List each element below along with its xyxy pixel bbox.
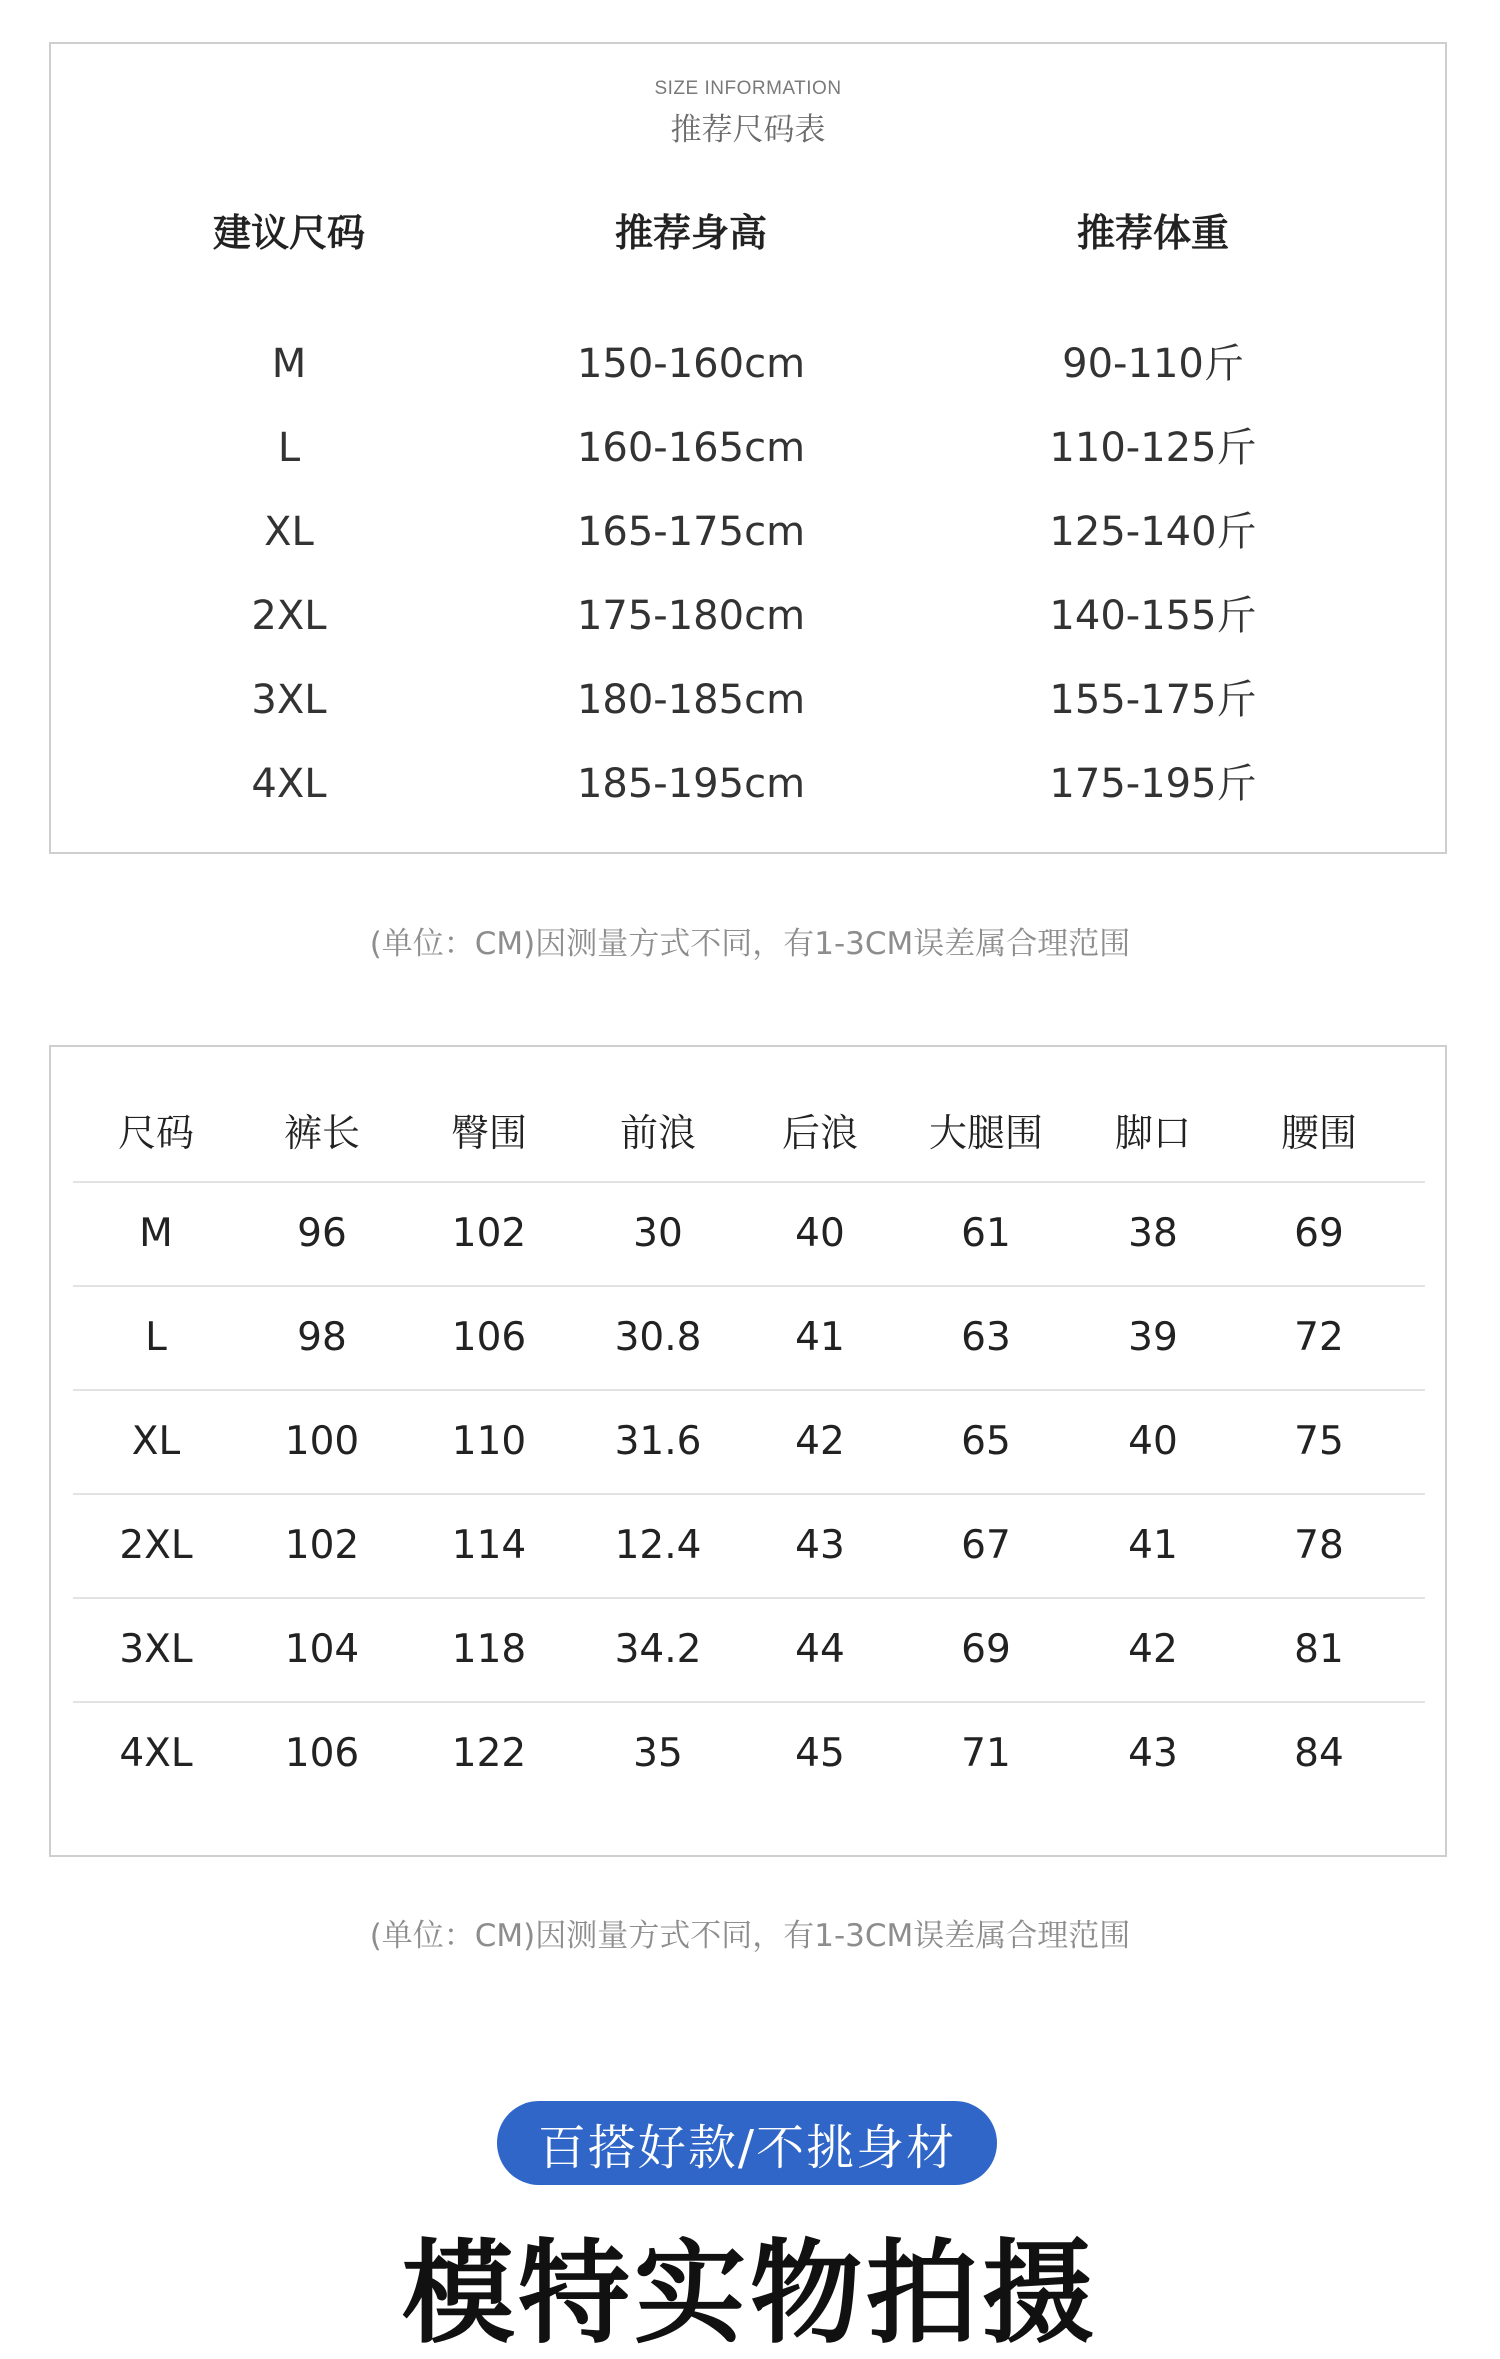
- cell-hip: 110: [451, 1418, 527, 1464]
- cell-pants-length: 96: [297, 1210, 347, 1256]
- height-cell: 165-175cm: [576, 509, 806, 555]
- weight-cell: 175-195斤: [1049, 761, 1257, 807]
- cell-back-rise: 41: [795, 1314, 845, 1360]
- cell-front-rise: 30.8: [614, 1314, 702, 1360]
- header-leg-opening: 脚口: [1114, 1110, 1191, 1155]
- table-row: [73, 1181, 1425, 1283]
- cell-waist: 69: [1294, 1210, 1344, 1256]
- size-info-subtitle-en: SIZE INFORMATION: [654, 78, 842, 99]
- cell-thigh: 69: [961, 1626, 1011, 1672]
- cell-thigh: 61: [961, 1210, 1011, 1256]
- cell-waist: 75: [1294, 1418, 1344, 1464]
- cell-hip: 118: [451, 1626, 527, 1672]
- cell-pants-length: 106: [284, 1730, 360, 1776]
- table-row: [73, 1701, 1425, 1803]
- recommend-row: [51, 670, 1445, 730]
- cell-pants-length: 102: [284, 1522, 360, 1568]
- height-cell: 160-165cm: [576, 425, 806, 471]
- measurement-table: [49, 1045, 1447, 1857]
- table-row: [73, 1285, 1425, 1387]
- cell-size: L: [145, 1314, 167, 1360]
- height-cell: 185-195cm: [576, 761, 806, 807]
- cell-thigh: 65: [961, 1418, 1011, 1464]
- height-cell: 150-160cm: [576, 341, 806, 387]
- weight-cell: 125-140斤: [1049, 509, 1257, 555]
- cell-front-rise: 31.6: [614, 1418, 702, 1464]
- header-recommended-weight: 推荐体重: [1076, 211, 1229, 255]
- header-suggested-size: 建议尺码: [212, 211, 365, 255]
- cell-size: 2XL: [119, 1522, 193, 1568]
- cell-front-rise: 35: [633, 1730, 683, 1776]
- table-row: [73, 1389, 1425, 1491]
- size-cell: XL: [264, 509, 314, 555]
- header-waist: 腰围: [1280, 1110, 1357, 1155]
- cell-hip: 102: [451, 1210, 527, 1256]
- cell-back-rise: 40: [795, 1210, 845, 1256]
- cell-front-rise: 12.4: [614, 1522, 702, 1568]
- header-back-rise: 后浪: [781, 1110, 858, 1155]
- cell-pants-length: 104: [284, 1626, 360, 1672]
- cell-pants-length: 100: [284, 1418, 360, 1464]
- header-recommended-height: 推荐身高: [614, 211, 767, 255]
- cell-hip: 106: [451, 1314, 527, 1360]
- cell-waist: 78: [1294, 1522, 1344, 1568]
- section-heading: 模特实物拍摄: [402, 2229, 1098, 2359]
- size-cell: L: [277, 425, 301, 471]
- cell-size: 4XL: [119, 1730, 193, 1776]
- recommend-row: [51, 586, 1445, 646]
- cell-back-rise: 43: [795, 1522, 845, 1568]
- weight-cell: 140-155斤: [1049, 593, 1257, 639]
- header-thigh: 大腿围: [928, 1110, 1043, 1155]
- weight-cell: 90-110斤: [1062, 341, 1244, 387]
- recommend-header-row: [51, 202, 1445, 258]
- recommend-row: [51, 502, 1445, 562]
- cell-leg-opening: 41: [1128, 1522, 1178, 1568]
- cell-hip: 114: [451, 1522, 527, 1568]
- cell-front-rise: 34.2: [614, 1626, 702, 1672]
- cell-pants-length: 98: [297, 1314, 347, 1360]
- cell-leg-opening: 40: [1128, 1418, 1178, 1464]
- cell-waist: 72: [1294, 1314, 1344, 1360]
- size-info-subtitle-cn: 推荐尺码表: [670, 112, 826, 148]
- height-cell: 175-180cm: [576, 593, 806, 639]
- cell-leg-opening: 38: [1128, 1210, 1178, 1256]
- cell-leg-opening: 42: [1128, 1626, 1178, 1672]
- header-pants-length: 裤长: [283, 1110, 360, 1155]
- measurement-header-row: [73, 1089, 1425, 1169]
- cell-hip: 122: [451, 1730, 527, 1776]
- recommended-size-table: [49, 42, 1447, 854]
- cell-thigh: 67: [961, 1522, 1011, 1568]
- header-front-rise: 前浪: [619, 1110, 696, 1155]
- height-cell: 180-185cm: [576, 677, 806, 723]
- header-hip: 臀围: [450, 1110, 527, 1155]
- table-row: [73, 1597, 1425, 1699]
- measurement-note: (单位：CM)因测量方式不同，有1-3CM误差属合理范围: [369, 1918, 1131, 1954]
- cell-thigh: 63: [961, 1314, 1011, 1360]
- size-cell: M: [271, 341, 307, 387]
- cell-leg-opening: 39: [1128, 1314, 1178, 1360]
- cell-back-rise: 45: [795, 1730, 845, 1776]
- cell-size: XL: [131, 1418, 181, 1464]
- recommend-row: [51, 334, 1445, 394]
- weight-cell: 110-125斤: [1049, 425, 1257, 471]
- recommend-row: [51, 754, 1445, 814]
- recommend-row: [51, 418, 1445, 478]
- cell-front-rise: 30: [633, 1210, 683, 1256]
- cell-back-rise: 44: [795, 1626, 845, 1672]
- size-cell: 2XL: [251, 593, 327, 639]
- size-cell: 4XL: [251, 761, 327, 807]
- cell-waist: 84: [1294, 1730, 1344, 1776]
- cell-leg-opening: 43: [1128, 1730, 1178, 1776]
- measurement-note: (单位：CM)因测量方式不同，有1-3CM误差属合理范围: [369, 926, 1131, 962]
- size-cell: 3XL: [251, 677, 327, 723]
- cell-thigh: 71: [961, 1730, 1011, 1776]
- cell-size: 3XL: [119, 1626, 193, 1672]
- cell-waist: 81: [1294, 1626, 1344, 1672]
- promo-pill-badge: 百搭好款/不挑身材: [497, 2101, 997, 2185]
- cell-back-rise: 42: [795, 1418, 845, 1464]
- header-size: 尺码: [117, 1110, 194, 1155]
- weight-cell: 155-175斤: [1049, 677, 1257, 723]
- cell-size: M: [139, 1210, 173, 1256]
- table-row: [73, 1493, 1425, 1595]
